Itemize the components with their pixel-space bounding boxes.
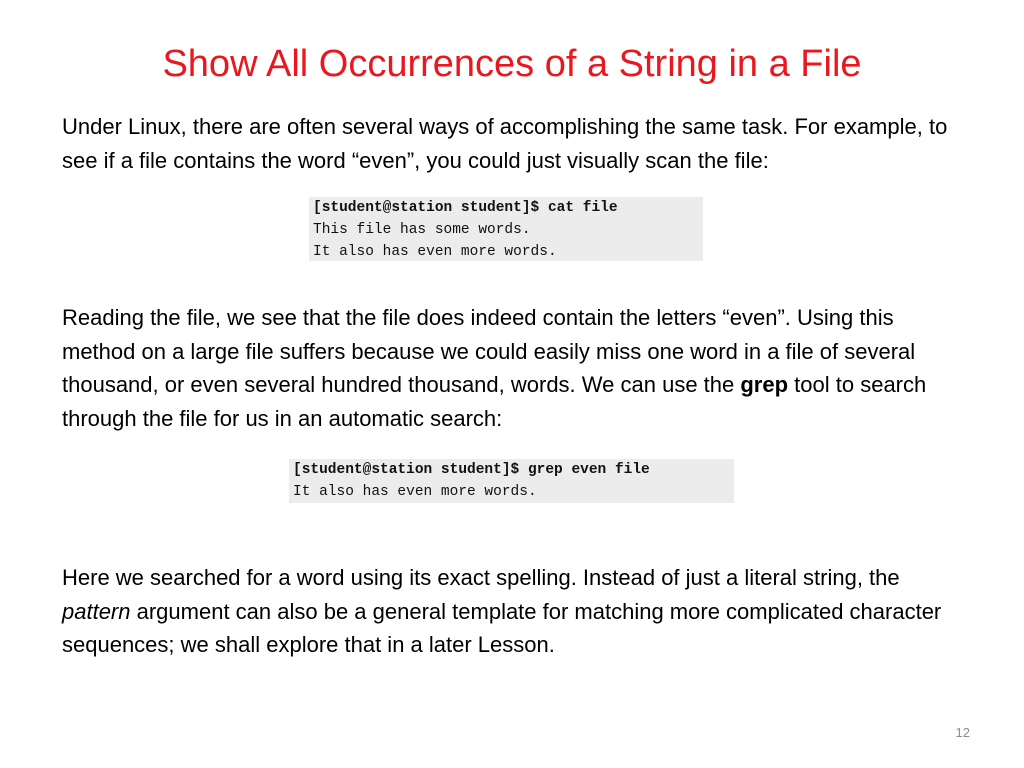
terminal-command: [student@station student]$ cat file [313,200,618,216]
terminal-output-line: This file has some words. [313,222,531,238]
terminal-output-line: It also has even more words. [313,244,557,260]
terminal-output-line: It also has even more words. [293,484,537,500]
grep-keyword: grep [740,372,789,397]
grep-paragraph [62,301,962,435]
intro-paragraph: Under Linux, there are often several ways of accomplishing the same task. For example, to see if a file contains the word “even”, you could just visually scan the file: [62,114,948,173]
pattern-paragraph [62,561,962,662]
terminal-grep-output [289,459,734,503]
grep-paragraph-text-before: Reading the file, we see that the file does indeed contain the letters “even”. Using this method on a large file suffers because we could easily miss one word in a file of several thousand, or even several hundred thousand, words. We can use the [62,305,916,397]
terminal-command: [student@station student]$ grep even file [293,462,650,478]
slide-title: Show All Occurrences of a String in a File [162,43,862,85]
pattern-paragraph-text-before: Here we searched for a word using its exact spelling. Instead of just a literal string, the [62,565,900,590]
terminal-cat-output [309,197,703,261]
pattern-paragraph-text-after: argument can also be a general template for matching more complicated character sequences; we shall explore that in a later Lesson. [62,598,942,657]
pattern-keyword: pattern [62,598,131,624]
grep-paragraph-text-after: tool to search through the file for us in an automatic search: [62,372,927,431]
page-number: 12 [955,725,970,740]
